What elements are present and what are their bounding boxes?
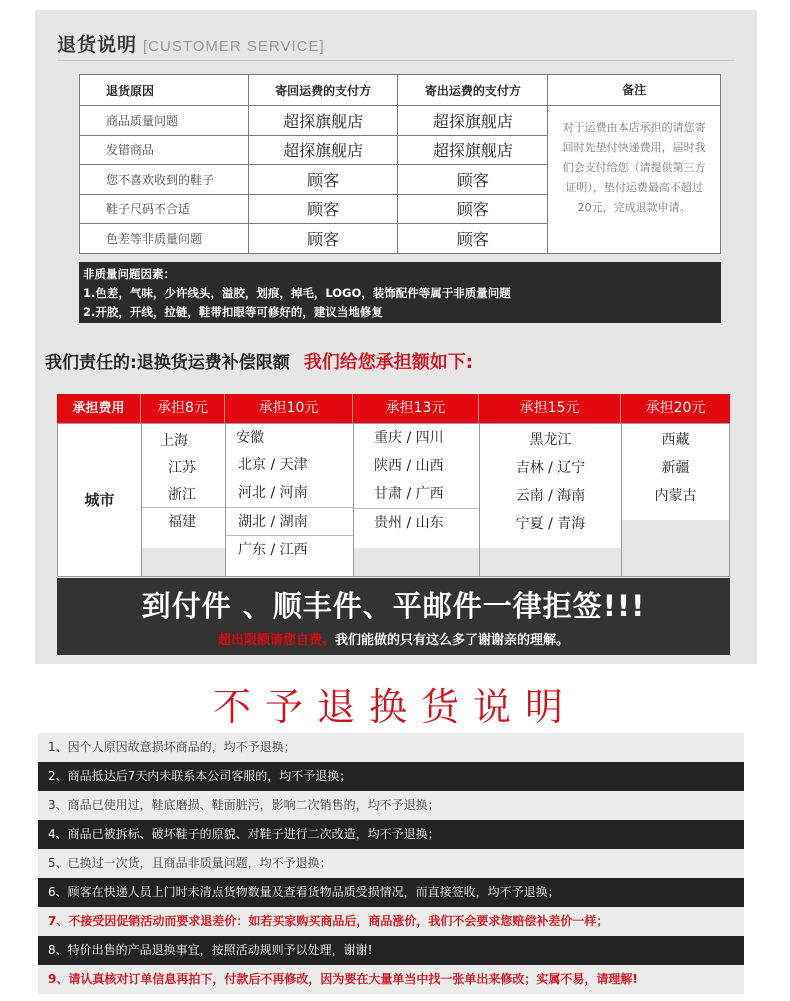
header-send-pay: 寄出运费的支付方 <box>398 75 548 106</box>
city-cell: 广东 / 江西 <box>226 535 353 563</box>
table-row <box>80 106 721 136</box>
refuse-sub-text <box>57 629 730 648</box>
row-send-pay: 超探旗舰店 <box>398 106 548 136</box>
tier-10: 承担10元 <box>225 394 353 423</box>
city-cell: 上海 <box>160 433 188 449</box>
city-col-8 <box>142 424 226 576</box>
rule-item: 3、商品已使用过，鞋底磨损、鞋面脏污，影响二次销售的，均不予退换； <box>38 791 744 820</box>
refuse-main-text: 到付件 、顺丰件、平邮件一律拒签!!! <box>141 589 646 623</box>
compensation-highlight: 我们给您承担额如下: <box>303 352 474 373</box>
section-title <box>57 30 325 58</box>
row-reason: 色差等非质量问题 <box>80 224 249 254</box>
tier-8: 承担8元 <box>141 394 225 423</box>
tier-15: 承担15元 <box>479 394 621 423</box>
city-cell-empty <box>354 548 479 576</box>
rule-item: 8、特价出售的产品退换事宜，按照活动规则予以处理，谢谢! <box>38 936 744 965</box>
non-quality-note <box>79 262 721 323</box>
note-title: 非质量问题因素： <box>83 267 175 281</box>
row-send-pay: 顾客 <box>398 224 548 254</box>
row-return-pay: 超探旗舰店 <box>248 135 398 165</box>
rule-item: 1、因个人原因故意损坏商品的，均不予退换； <box>38 733 744 762</box>
header-reason: 退货原因 <box>80 75 249 106</box>
city-cell: 江苏 <box>168 460 196 476</box>
city-cell: 内蒙古 <box>654 488 697 504</box>
row-return-pay: 顾客 <box>248 165 398 195</box>
rule-item: 4、商品已被拆标、破坏鞋子的原貌、对鞋子进行二次改造，均不予退换； <box>38 820 744 849</box>
no-return-rules <box>38 733 744 994</box>
refuse-sub-red: 超出限额请您自费。 <box>217 633 335 648</box>
city-cell: 陕西 / 山西 <box>374 458 444 474</box>
city-cell: 吉林 / 辽宁 <box>515 460 586 476</box>
city-table <box>57 423 730 577</box>
city-col-15 <box>480 424 622 576</box>
row-send-pay: 顾客 <box>398 194 548 224</box>
tier-header-row <box>57 394 730 423</box>
tier-13: 承担13元 <box>353 394 479 423</box>
title-divider <box>57 60 735 61</box>
city-label: 城市 <box>58 424 142 576</box>
compensation-lead: 我们责任的:退换货运费补偿限额 <box>45 353 290 373</box>
row-reason: 您不喜欢收到的鞋子 <box>80 165 249 195</box>
rule-item: 5、已换过一次货，且商品非质量问题，均不予退换； <box>38 849 744 878</box>
city-cell: 云南 / 海南 <box>515 488 586 504</box>
rule-item: 6、顾客在快递人员上门时未清点货物数量及查看货物品质受损情况，而直接签收，均不予退换； <box>38 878 744 907</box>
section-title-cn: 退货说明 <box>57 34 138 56</box>
city-cell: 宁夏 / 青海 <box>515 516 586 532</box>
return-policy-panel <box>35 10 757 664</box>
city-cell: 甘肃 / 广西 <box>374 486 444 502</box>
refuse-sub-white: 我们能做的只有这么多了谢谢亲的理解。 <box>335 633 570 648</box>
tier-20: 承担20元 <box>645 400 706 416</box>
row-return-pay: 超探旗舰店 <box>248 106 398 136</box>
city-cell-empty <box>622 548 729 576</box>
note-line-1: 1.色差，气味，少许线头，溢胶，划痕，掉毛，LOGO，装饰配件等属于非质量问题 <box>83 286 511 300</box>
city-col-20 <box>622 424 729 576</box>
no-return-title: 不予退换货说明 <box>212 685 577 729</box>
city-col-10 <box>226 424 354 576</box>
rule-item: 2、商品抵达后7天内未联系本公司客服的，均不予退换； <box>38 762 744 791</box>
city-cell-empty <box>480 548 621 576</box>
return-shipping-table <box>79 74 721 254</box>
city-cell: 西藏 <box>661 432 690 448</box>
table-header-row <box>80 75 721 106</box>
city-cell: 黑龙江 <box>529 432 572 448</box>
row-return-pay: 顾客 <box>248 224 398 254</box>
remark-cell: 对于运费由本店承担的请您寄回时先垫付快递费用，届时我们会支付给您（请提供第三方证明），垫付运费最高不超过20元，完成退款申请。 <box>548 106 721 254</box>
city-cell: 安徽 <box>236 430 264 446</box>
city-cell-empty <box>142 548 225 576</box>
city-cell: 浙江 <box>168 487 196 503</box>
city-cell: 湖北 / 湖南 <box>226 507 353 535</box>
header-remark: 备注 <box>548 75 721 106</box>
rule-item: 9、请认真核对订单信息再拍下，付款后不再修改，因为要在大量单当中找一张单出来修改；实属不易，请理解! <box>38 965 744 994</box>
row-return-pay: 顾客 <box>248 194 398 224</box>
row-reason: 鞋子尺码不合适 <box>80 194 249 224</box>
row-reason: 发错商品 <box>80 135 249 165</box>
city-cell: 福建 <box>142 507 225 535</box>
compensation-heading <box>45 348 473 374</box>
row-send-pay: 超探旗舰店 <box>398 135 548 165</box>
rule-item: 7、不接受因促销活动而要求退差价：如若买家购买商品后，商品涨价，我们不会要求您赔偿补差价一样； <box>38 907 744 936</box>
city-cell: 新疆 <box>661 460 690 476</box>
row-reason: 商品质量问题 <box>80 106 249 136</box>
header-return-pay: 寄回运费的支付方 <box>248 75 398 106</box>
city-cell: 重庆 / 四川 <box>374 430 444 446</box>
section-title-en: [CUSTOMER SERVICE] <box>143 38 325 55</box>
city-cell: 贵州 / 山东 <box>354 508 479 536</box>
refuse-banner <box>57 578 730 655</box>
city-cell: 河北 / 河南 <box>238 485 308 501</box>
note-line-2: 2.开胶，开线，拉链，鞋带扣眼等可修好的，建议当地修复 <box>83 305 383 319</box>
city-cell: 北京 / 天津 <box>238 457 308 473</box>
city-col-13 <box>354 424 480 576</box>
city-cell-empty <box>622 520 729 548</box>
tier-header-label: 承担费用 <box>57 394 141 423</box>
row-send-pay: 顾客 <box>398 165 548 195</box>
